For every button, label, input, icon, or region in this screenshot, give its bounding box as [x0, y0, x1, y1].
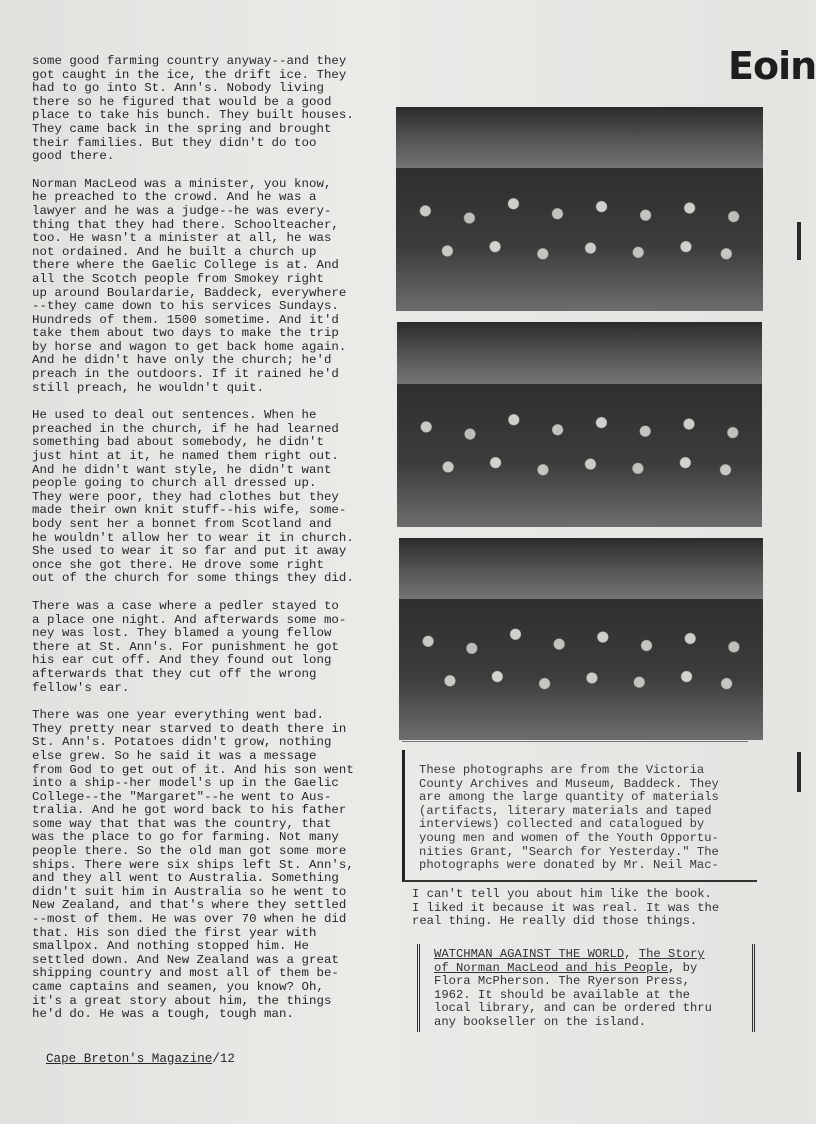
paragraph: some good farming country anyway--and they got caught in the ice, the drift ice. They had to go into St. Ann's. Nobody living there so he figured that would be a good place to take his bunch. They built houses. They came back in the spring and brought their families. But they didn't do too good there. — [32, 54, 354, 164]
photo-crowd — [396, 168, 763, 311]
book-details: Flora McPherson. The Ryerson Press, 1962. It should be available at the local library, and can be ordered thru any bookseller on the island. — [434, 974, 712, 1029]
book-title: WATCHMAN AGAINST THE WORLD — [434, 947, 625, 961]
closing-quote: I can't tell you about him like the book. I liked it because it was real. It was the real thing. He really did those things. — [412, 887, 720, 929]
page-footer — [46, 1052, 235, 1066]
edge-mark — [797, 222, 801, 260]
divider — [402, 741, 748, 742]
separator: , — [624, 947, 639, 961]
photo-caption: These photographs are from the Victoria County Archives and Museum, Baddeck. They are among the large quantity of materials (artifacts, literary materials and taped interviews) collected and catalogued by young men and women of the Youth Opportu- nities Grant, "Search for Yesterday." The photographs were donated by Mr. Neil Mac- — [419, 763, 719, 873]
left-column — [32, 55, 392, 1036]
paragraph: He used to deal out sentences. When he preached in the church, if he had learned something bad about somebody, he didn't just hint at it, he named them right out. And he didn't want style, he didn't want people going to church all dressed up. They were poor, they had clothes but they made their own knit stuff--his wife, some- body sent her a bonnet from Scotland and he wouldn't allow her to wear it in church. She used to wear it so far and put it away once she got there. He drove some right out of the church for some things they did. — [32, 408, 354, 586]
photo-crowd — [397, 384, 762, 528]
photo-caption-box — [402, 750, 757, 882]
paragraph: There was a case where a pedler stayed to a place one night. And afterwards some mo- ney was lost. They blamed a young fellow there at St. Ann's. For punishment he got his ear cut off. And they found out long afterwards that they cut off the wrong fellow's ear. — [32, 598, 347, 695]
page-number: /12 — [212, 1052, 235, 1066]
book-subtitle: The Story — [638, 947, 705, 961]
paragraph: Norman MacLeod was a minister, you know, he preached to the crowd. And he was a lawyer and he was a judge--he was every- thing that they had there. Schoolteacher, too. He wasn't a minister at all, he was not ordained. And he built a church up there where the Gaelic College is at. And all the Scotch people from Smokey right up around Boulardarie, Baddeck, everywhere --they came down to his services Sundays. Hundreds of them. 1500 sometime. And it'd take them about two days to make the trip by horse and wagon to get back home again. And he didn't have only the church; he'd preach in the outdoors. If it rained he'd still preach, he wouldn't quit. — [32, 176, 347, 395]
group-photograph-2 — [397, 322, 762, 527]
photo-crowd — [399, 599, 763, 740]
group-photograph-1 — [396, 107, 763, 311]
group-photograph-3 — [399, 538, 763, 740]
article-heading: Eoin — [728, 44, 816, 88]
book-subtitle-cont: of Norman MacLeod and his People — [434, 960, 669, 975]
book-reference-box — [417, 944, 755, 1032]
book-reference — [434, 948, 712, 1030]
paragraph: There was one year everything went bad. They pretty near starved to death there in St. Ann's. Potatoes didn't grow, nothing else grew. So he said it was a message from God to get out of it. And his son went into a ship--her model's up in the Gaelic College--the "Margaret"--he went to Aus- tralia. And he got word back to his father some way that that was the country, that was the place to go for farming. Not many people there. So the old man got some more ships. There were six ships left St. Ann's, and they all went to Australia. Something didn't suit him in Australia so he went to New Zealand, and that's where they settled --most of them. He was over 70 when he did that. His son died the first year with smallpox. And nothing stopped him. He settled down. And New Zealand was a great shipping country and most all of them be- came captains and seamen, you know? Oh, it's a great story about him, the things he'd do. He was a tough, tough man. — [32, 708, 354, 1022]
book-by: , by — [668, 960, 698, 975]
magazine-name: Cape Breton's Magazine — [46, 1052, 213, 1066]
edge-mark — [797, 752, 801, 792]
